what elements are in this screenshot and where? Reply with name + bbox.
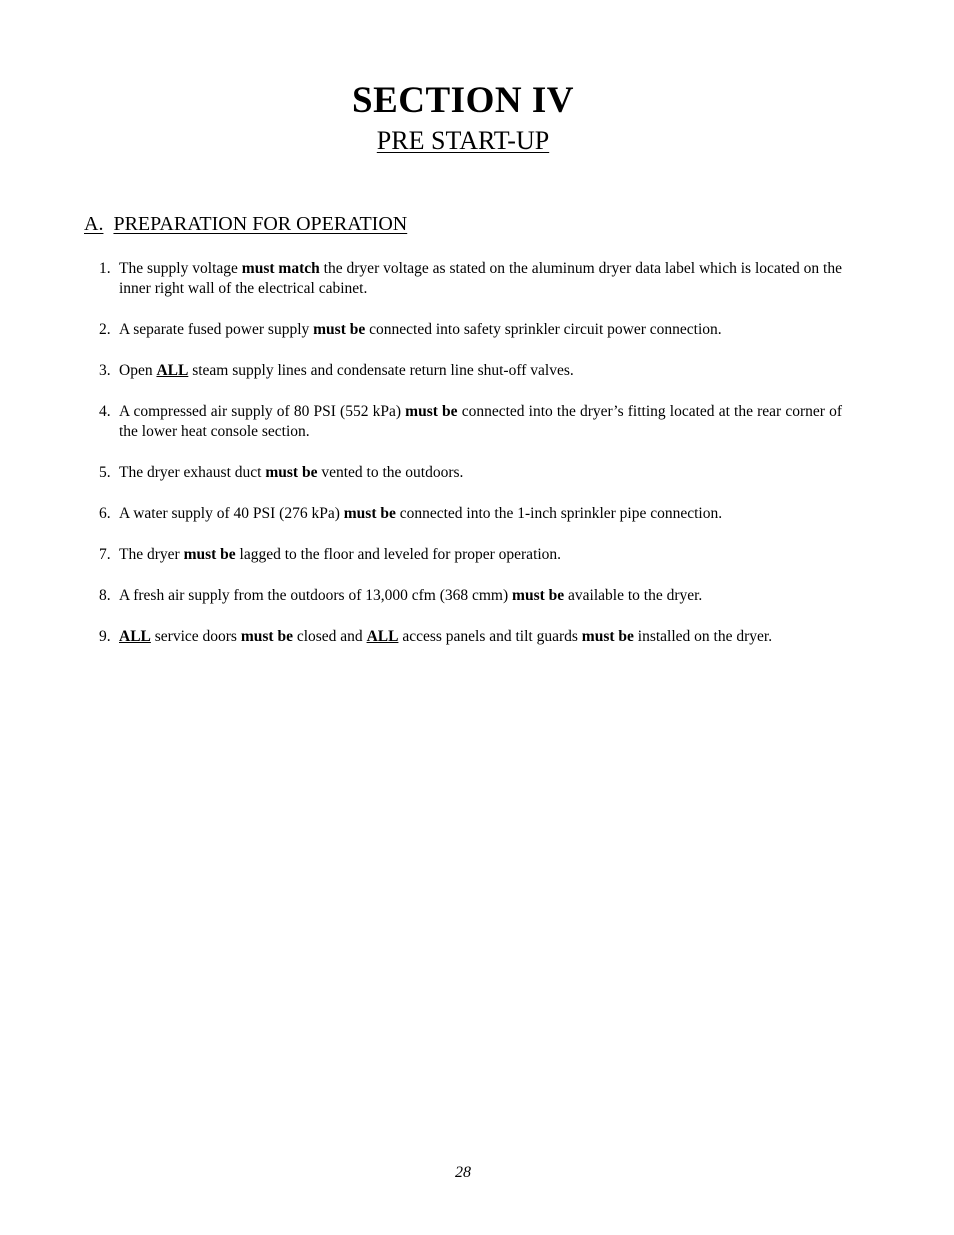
instruction-number: 3. — [99, 362, 111, 379]
instruction-text: Open ALL steam supply lines and condensate return line shut-off valves. — [119, 362, 574, 379]
emphasis-must-be: must be — [343, 505, 396, 522]
instruction-text: The supply voltage must match the dryer voltage as stated on the aluminum dryer data label which is located on the inner right wall of the electrical cabinet. — [119, 260, 842, 297]
emphasis-must-be: must be — [313, 321, 366, 338]
subsection-heading-text: PREPARATION FOR OPERATION — [113, 213, 408, 235]
emphasis-all: ALL — [366, 628, 399, 645]
instruction-text: A separate fused power supply must be connected into safety sprinkler circuit power connection. — [119, 321, 722, 338]
section-subtitle — [0, 125, 926, 157]
instruction-number: 4. — [99, 403, 111, 420]
section-subtitle-text: PRE START-UP — [376, 126, 550, 155]
emphasis-must-be: must be — [581, 628, 634, 645]
instruction-item-6 — [84, 504, 842, 524]
instruction-number: 7. — [99, 546, 111, 563]
instruction-text: The dryer exhaust duct must be vented to the outdoors. — [119, 464, 464, 481]
instruction-number: 8. — [99, 587, 111, 604]
emphasis-must-match: must match — [241, 260, 320, 277]
emphasis-all: ALL — [156, 362, 189, 379]
instruction-item-9 — [84, 627, 842, 647]
instruction-list — [84, 259, 842, 668]
emphasis-must-be: must be — [512, 587, 565, 604]
instruction-number: 9. — [99, 628, 111, 645]
page-number: 28 — [455, 1164, 471, 1181]
instruction-number: 5. — [99, 464, 111, 481]
instruction-text: ALL service doors must be closed and ALL access panels and tilt guards must be installed on the dryer. — [119, 628, 773, 645]
emphasis-must-be: must be — [405, 403, 458, 420]
instruction-text: A compressed air supply of 80 PSI (552 kPa) must be connected into the dryer’s fitting located at the rear corner of the lower heat console section. — [119, 403, 842, 440]
emphasis-must-be: must be — [183, 546, 236, 563]
instruction-number: 1. — [99, 260, 111, 277]
subsection-letter: A. — [84, 213, 104, 235]
instruction-text: A fresh air supply from the outdoors of 13,000 cfm (368 cmm) must be available to the dryer. — [119, 587, 703, 604]
instruction-item-4 — [84, 402, 842, 442]
instruction-item-2 — [84, 320, 842, 340]
instruction-text: A water supply of 40 PSI (276 kPa) must be connected into the 1-inch sprinkler pipe connection. — [119, 505, 723, 522]
emphasis-must-be: must be — [265, 464, 318, 481]
instruction-item-3 — [84, 361, 842, 381]
instruction-text: The dryer must be lagged to the floor and leveled for proper operation. — [119, 546, 562, 563]
instruction-item-1 — [84, 259, 842, 299]
emphasis-must-be: must be — [240, 628, 293, 645]
subsection-heading — [84, 212, 407, 236]
instruction-item-7 — [84, 545, 842, 565]
emphasis-all: ALL — [119, 628, 151, 645]
instruction-number: 2. — [99, 321, 111, 338]
instruction-number: 6. — [99, 505, 111, 522]
section-title: SECTION IV — [352, 80, 574, 121]
instruction-item-5 — [84, 463, 842, 483]
instruction-item-8 — [84, 586, 842, 606]
